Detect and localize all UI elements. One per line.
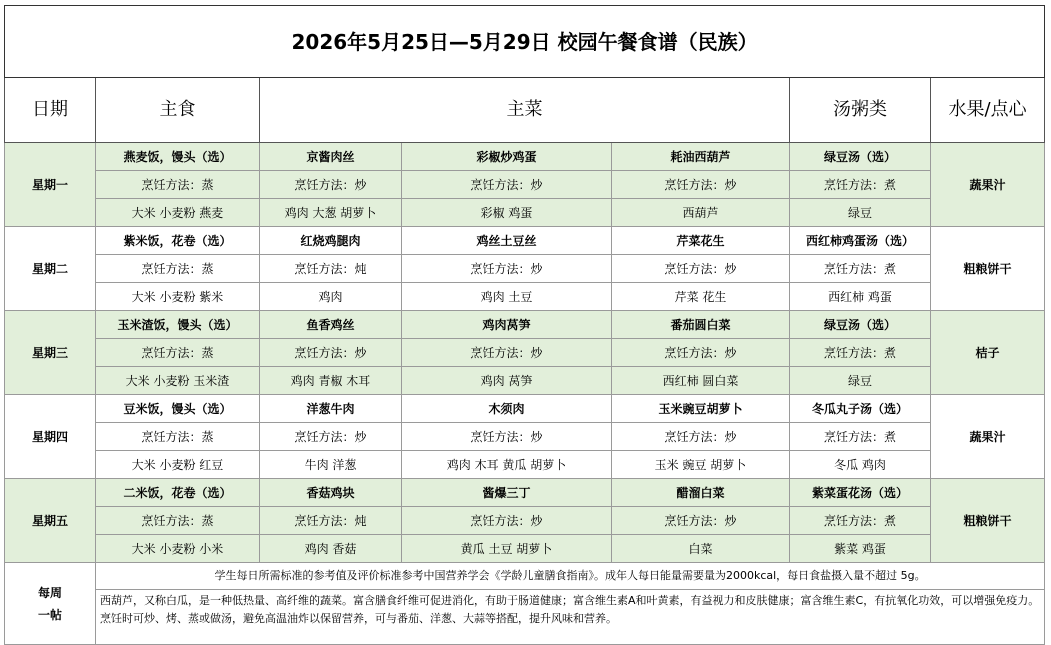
cooking-method: 烹饪方法：煮 (790, 255, 931, 283)
dish-name: 绿豆汤（选） (790, 311, 931, 339)
day-label: 星期二 (5, 227, 96, 311)
weekly-tip-label (5, 563, 96, 645)
dish-name: 香菇鸡块 (260, 479, 402, 507)
cooking-method: 烹饪方法：炖 (260, 255, 402, 283)
fruit-snack: 桔子 (931, 311, 1045, 395)
dish-name: 冬瓜丸子汤（选） (790, 395, 931, 423)
ingredients: 鸡肉 木耳 黄瓜 胡萝卜 (402, 451, 612, 479)
nutrition-reference-note: 学生每日所需标准的参考值及评价标准参考中国营养学会《学龄儿童膳食指南》。成年人每日能量需要量为2000kcal，每日食盐摄入量不超过 5g。 (96, 563, 1045, 590)
day-row (5, 423, 1045, 451)
dish-name: 洋葱牛肉 (260, 395, 402, 423)
ingredients: 玉米 豌豆 胡萝卜 (612, 451, 790, 479)
dish-name: 燕麦饭，馒头（选） (96, 143, 260, 171)
day-row (5, 479, 1045, 507)
ingredients: 大米 小麦粉 玉米渣 (96, 367, 260, 395)
dish-name: 紫米饭，花卷（选） (96, 227, 260, 255)
cooking-method: 烹饪方法：煮 (790, 171, 931, 199)
ingredients: 西红柿 圆白菜 (612, 367, 790, 395)
day-row (5, 451, 1045, 479)
fruit-snack: 粗粮饼干 (931, 479, 1045, 563)
dish-name: 鸡肉莴笋 (402, 311, 612, 339)
day-row (5, 535, 1045, 563)
dish-name: 鸡丝土豆丝 (402, 227, 612, 255)
ingredients: 鸡肉 大葱 胡萝卜 (260, 199, 402, 227)
ingredients: 大米 小麦粉 红豆 (96, 451, 260, 479)
dish-name: 耗油西葫芦 (612, 143, 790, 171)
cooking-method: 烹饪方法：蒸 (96, 171, 260, 199)
ingredients: 鸡肉 青椒 木耳 (260, 367, 402, 395)
cooking-method: 烹饪方法：炒 (402, 507, 612, 535)
dish-name: 番茄圆白菜 (612, 311, 790, 339)
cooking-method: 烹饪方法：炖 (260, 507, 402, 535)
dish-name: 京酱肉丝 (260, 143, 402, 171)
day-row (5, 227, 1045, 255)
ingredients: 大米 小麦粉 燕麦 (96, 199, 260, 227)
ingredients: 鸡肉 (260, 283, 402, 311)
ingredients: 西葫芦 (612, 199, 790, 227)
weekly-tip-row (5, 590, 1045, 645)
weekly-tip-label-line: 一帖 (37, 607, 62, 622)
dish-name: 鱼香鸡丝 (260, 311, 402, 339)
food-tip-note: 西葫芦，又称白瓜，是一种低热量、高纤维的蔬菜。富含膳食纤维可促进消化，有助于肠道健康；富含维生素A和叶黄素，有益视力和皮肤健康；富含维生素C，有抗氧化功效，可以增强免疫力。烹饪时可炒、烤、蒸或做汤，避免高温油炸以保留营养，可与番茄、洋葱、大蒜等搭配，提升风味和营养。 (96, 590, 1045, 645)
ingredients: 大米 小麦粉 小米 (96, 535, 260, 563)
header-fruit: 水果/点心 (931, 78, 1045, 143)
dish-name: 木须肉 (402, 395, 612, 423)
cooking-method: 烹饪方法：炒 (612, 171, 790, 199)
cooking-method: 烹饪方法：炒 (402, 171, 612, 199)
day-label: 星期四 (5, 395, 96, 479)
dish-name: 芹菜花生 (612, 227, 790, 255)
ingredients: 白菜 (612, 535, 790, 563)
weekly-tip-label-line: 每周 (37, 585, 62, 600)
cooking-method: 烹饪方法：煮 (790, 339, 931, 367)
day-label: 星期五 (5, 479, 96, 563)
dish-name: 彩椒炒鸡蛋 (402, 143, 612, 171)
ingredients: 绿豆 (790, 199, 931, 227)
ingredients: 芹菜 花生 (612, 283, 790, 311)
cooking-method: 烹饪方法：炒 (260, 171, 402, 199)
ingredients: 鸡肉 莴笋 (402, 367, 612, 395)
ingredients: 紫菜 鸡蛋 (790, 535, 931, 563)
cooking-method: 烹饪方法：蒸 (96, 339, 260, 367)
header-soup: 汤粥类 (790, 78, 931, 143)
cooking-method: 烹饪方法：蒸 (96, 507, 260, 535)
day-row (5, 311, 1045, 339)
cooking-method: 烹饪方法：炒 (612, 507, 790, 535)
day-row (5, 283, 1045, 311)
ingredients: 彩椒 鸡蛋 (402, 199, 612, 227)
ingredients: 鸡肉 香菇 (260, 535, 402, 563)
day-label: 星期三 (5, 311, 96, 395)
ingredients: 牛肉 洋葱 (260, 451, 402, 479)
day-row (5, 143, 1045, 171)
fruit-snack: 蔬果汁 (931, 395, 1045, 479)
ingredients: 黄瓜 土豆 胡萝卜 (402, 535, 612, 563)
menu-table (4, 5, 1045, 645)
dish-name: 紫菜蛋花汤（选） (790, 479, 931, 507)
dish-name: 二米饭，花卷（选） (96, 479, 260, 507)
cooking-method: 烹饪方法：炒 (402, 423, 612, 451)
day-row (5, 339, 1045, 367)
dish-name: 酱爆三丁 (402, 479, 612, 507)
day-label: 星期一 (5, 143, 96, 227)
cooking-method: 烹饪方法：蒸 (96, 423, 260, 451)
cooking-method: 烹饪方法：炒 (402, 339, 612, 367)
ingredients: 绿豆 (790, 367, 931, 395)
dish-name: 玉米渣饭，馒头（选） (96, 311, 260, 339)
day-row (5, 255, 1045, 283)
header-staple: 主食 (96, 78, 260, 143)
cooking-method: 烹饪方法：炒 (612, 423, 790, 451)
day-row (5, 367, 1045, 395)
ingredients: 鸡肉 土豆 (402, 283, 612, 311)
cooking-method: 烹饪方法：炒 (402, 255, 612, 283)
dish-name: 西红柿鸡蛋汤（选） (790, 227, 931, 255)
fruit-snack: 蔬果汁 (931, 143, 1045, 227)
day-row (5, 171, 1045, 199)
ingredients: 冬瓜 鸡肉 (790, 451, 931, 479)
header-main-dish: 主菜 (260, 78, 790, 143)
ingredients: 西红柿 鸡蛋 (790, 283, 931, 311)
cooking-method: 烹饪方法：煮 (790, 423, 931, 451)
dish-name: 玉米豌豆胡萝卜 (612, 395, 790, 423)
dish-name: 绿豆汤（选） (790, 143, 931, 171)
day-row (5, 395, 1045, 423)
dish-name: 红烧鸡腿肉 (260, 227, 402, 255)
cooking-method: 烹饪方法：炒 (612, 339, 790, 367)
weekly-tip-row (5, 563, 1045, 590)
day-row (5, 199, 1045, 227)
cooking-method: 烹饪方法：炒 (260, 339, 402, 367)
cooking-method: 烹饪方法：炒 (612, 255, 790, 283)
ingredients: 大米 小麦粉 紫米 (96, 283, 260, 311)
cooking-method: 烹饪方法：炒 (260, 423, 402, 451)
cooking-method: 烹饪方法：蒸 (96, 255, 260, 283)
dish-name: 豆米饭，馒头（选） (96, 395, 260, 423)
cooking-method: 烹饪方法：煮 (790, 507, 931, 535)
dish-name: 醋溜白菜 (612, 479, 790, 507)
page-title: 2026年5月25日—5月29日 校园午餐食谱（民族） (5, 6, 1045, 78)
day-row (5, 507, 1045, 535)
header-date: 日期 (5, 78, 96, 143)
fruit-snack: 粗粮饼干 (931, 227, 1045, 311)
